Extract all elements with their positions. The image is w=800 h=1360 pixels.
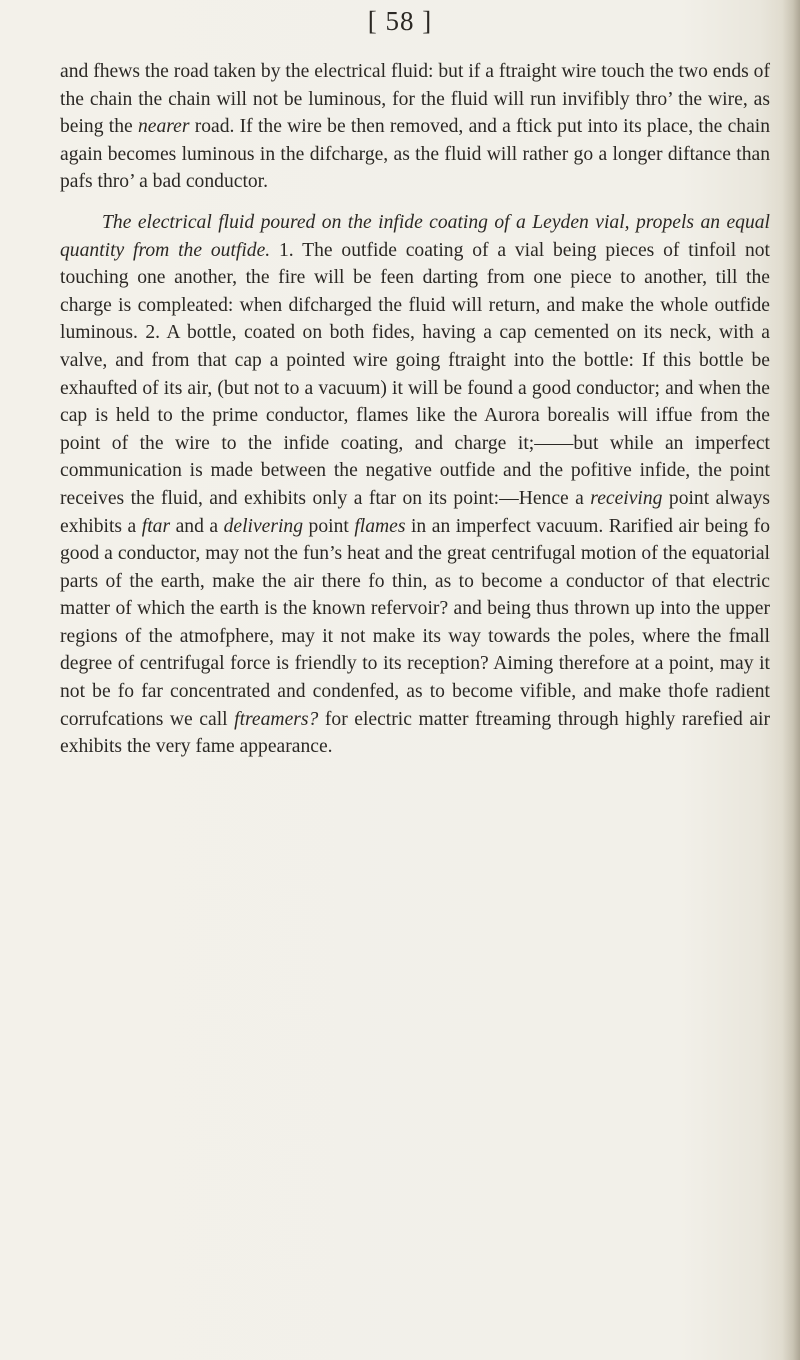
italic-run: ftreamers? [234,708,319,730]
text-run: in an imperfect vacuum. Rarified air being fo good a conductor, may not the fun’s heat and the great centrifugal motion of the equatorial parts of the earth, make the air there fo thin, as to become a conductor of that electric matter of which the earth is the known refervoir? and being thus thrown up into the upper regions of the atmofphere, may it not make its way towards the poles, where the fmall degree of centrifugal force is friendly to its reception? Aiming therefore at a point, may it not be fo far concentrated and condenfed, as to become vifible, and make thofe radient corrufcations we call [60,515,770,730]
page-number: [ 58 ] [367,6,433,36]
italic-run: receiving [590,487,663,509]
italic-run: ftar [141,515,171,537]
text-run: for electric matter ftreaming through highly rarefied air exhibits the very fame appearance. [60,708,770,758]
text-run: and a [170,515,224,537]
italic-run: delivering [223,515,304,537]
page-edge-shadow [782,0,800,1360]
italic-run: nearer [137,116,190,138]
italic-run: The electrical fluid poured on the infide coating of a Leyden vial, propels an equal quantity from the outfide. [60,211,770,261]
paragraph-2 [60,209,770,761]
text-run: 1. The outfide coating of a vial being pieces of tinfoil not touching one another, the fire will be feen darting from one piece to another, till the charge is compleated: when difcharged the fluid will return, and make the whole outfide luminous. 2. A bottle, coated on both fides, having a cap cemented on its neck, with a valve, and from that cap a pointed wire going ftraight into the bottle: If this bottle be exhaufted of its air, (but not to a vacuum) it will be found a good conductor; and when the cap is held to the prime conductor, flames like the Aurora borealis will iffue from the point of the wire to the infide coating, and charge it;——but while an imperfect communication is made between the negative outfide and the pofitive infide, the point receives the fluid, and exhibits only a ftar on its point:—Hence a [60,239,770,509]
body-text [60,58,770,761]
text-run: point [303,515,355,537]
italic-run: flames [354,515,406,537]
text-run: and fhews the road taken by the electrical fluid: but if a ftraight wire touch the two ends of the chain the chain will not be luminous, for the fluid will run invifibly thro’ the wire, as being the [60,61,770,138]
text-run: road. If the wire be then removed, and a ftick put into its place, the chain again becomes luminous in the difcharge, as the fluid will rather go a longer diftance than pafs thro’ a bad conductor. [60,116,771,193]
paragraph-1 [60,58,770,196]
text-run: point always exhibits a [60,487,770,537]
